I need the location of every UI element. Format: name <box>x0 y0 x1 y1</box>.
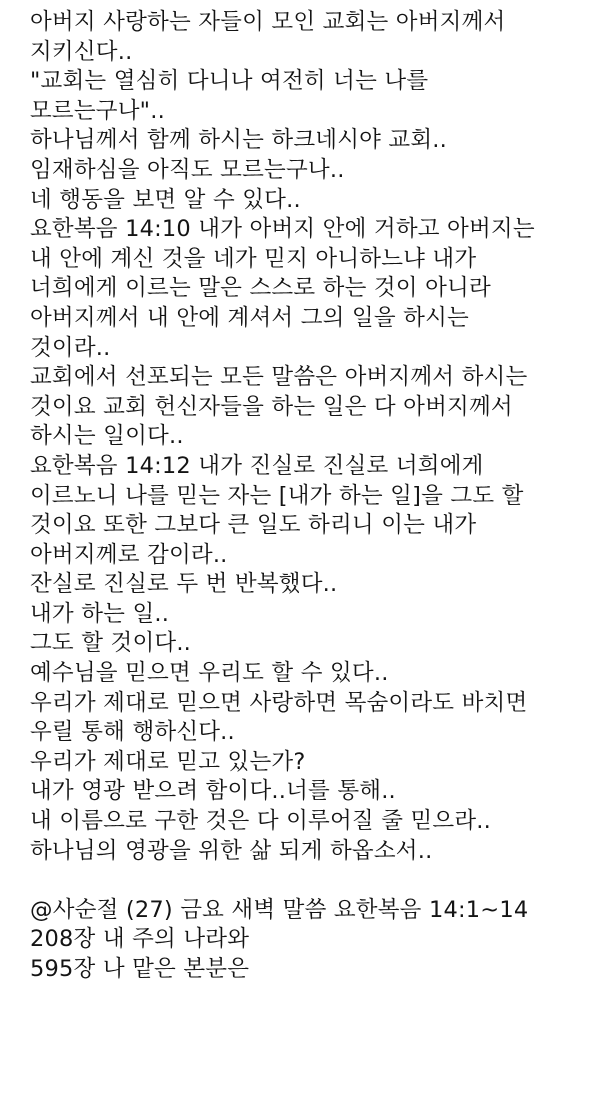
scripture-line: 너희에게 이르는 말은 스스로 하는 것이 아니라 <box>30 275 491 302</box>
body-line: 내가 영광 받으려 함이다..너를 통해.. <box>30 778 396 805</box>
closing-prayer-line: 하나님의 영광을 위한 삶 되게 하옵소서.. <box>30 837 433 864</box>
paragraph-spacer <box>30 866 590 896</box>
body-line: 우리가 제대로 믿으면 사랑하면 목숨이라도 바치면 <box>30 689 528 716</box>
hymn-line: 208장 내 주의 나라와 <box>30 926 250 953</box>
body-line: "교회는 열심히 다니나 여전히 너는 나를 <box>30 68 429 95</box>
body-line: 모르는구나".. <box>30 97 165 124</box>
body-line: 예수님을 믿으면 우리도 할 수 있다.. <box>30 660 389 687</box>
body-line: 우릴 통해 행하신다.. <box>30 719 235 746</box>
body-line: 지키신다.. <box>30 38 133 65</box>
scripture-line: 아버지께서 내 안에 계셔서 그의 일을 하시는 <box>30 304 469 331</box>
sermon-reference-line: @사순절 (27) 금요 새벽 말씀 요한복음 14:1~14 <box>30 896 529 923</box>
hymn-line: 595장 나 맡은 본분은 <box>30 956 250 982</box>
scripture-line: 내 안에 계신 것을 네가 믿지 아니하느냐 내가 <box>30 245 477 272</box>
scripture-line: 요한복음 14:10 내가 아버지 안에 거하고 아버지는 <box>30 216 535 243</box>
body-line: 잔실로 진실로 두 번 반복했다.. <box>30 571 338 598</box>
body-line: 아버지 사랑하는 자들이 모인 교회는 아버지께서 <box>30 9 506 35</box>
scripture-line: 것이라.. <box>30 334 111 361</box>
sermon-document <box>30 8 590 985</box>
body-line: 것이요 교회 헌신자들을 하는 일은 다 아버지께서 <box>30 393 513 420</box>
body-line: 임재하심을 아직도 모르는구나.. <box>30 156 345 183</box>
scripture-line: 아버지께로 감이라.. <box>30 541 228 568</box>
sermon-body <box>30 8 590 866</box>
body-line: 내 이름으로 구한 것은 다 이루어질 줄 믿으라.. <box>30 808 491 835</box>
body-line: 하시는 일이다.. <box>30 423 184 450</box>
body-line: 네 행동을 보면 알 수 있다.. <box>30 186 301 213</box>
body-line: 교회에서 선포되는 모든 말씀은 아버지께서 하시는 <box>30 364 528 391</box>
body-line: 그도 할 것이다.. <box>30 630 192 657</box>
body-line: 내가 하는 일.. <box>30 600 170 627</box>
scripture-line: 것이요 또한 그보다 큰 일도 하리니 이는 내가 <box>30 512 477 539</box>
scripture-line: 이르노니 나를 믿는 자는 [내가 하는 일]을 그도 할 <box>30 482 524 509</box>
sermon-footer <box>30 896 590 985</box>
body-line: 하나님께서 함께 하시는 하크네시야 교회.. <box>30 127 448 154</box>
scripture-line: 요한복음 14:12 내가 진실로 진실로 너희에게 <box>30 452 484 479</box>
body-line: 우리가 제대로 믿고 있는가? <box>30 748 306 775</box>
